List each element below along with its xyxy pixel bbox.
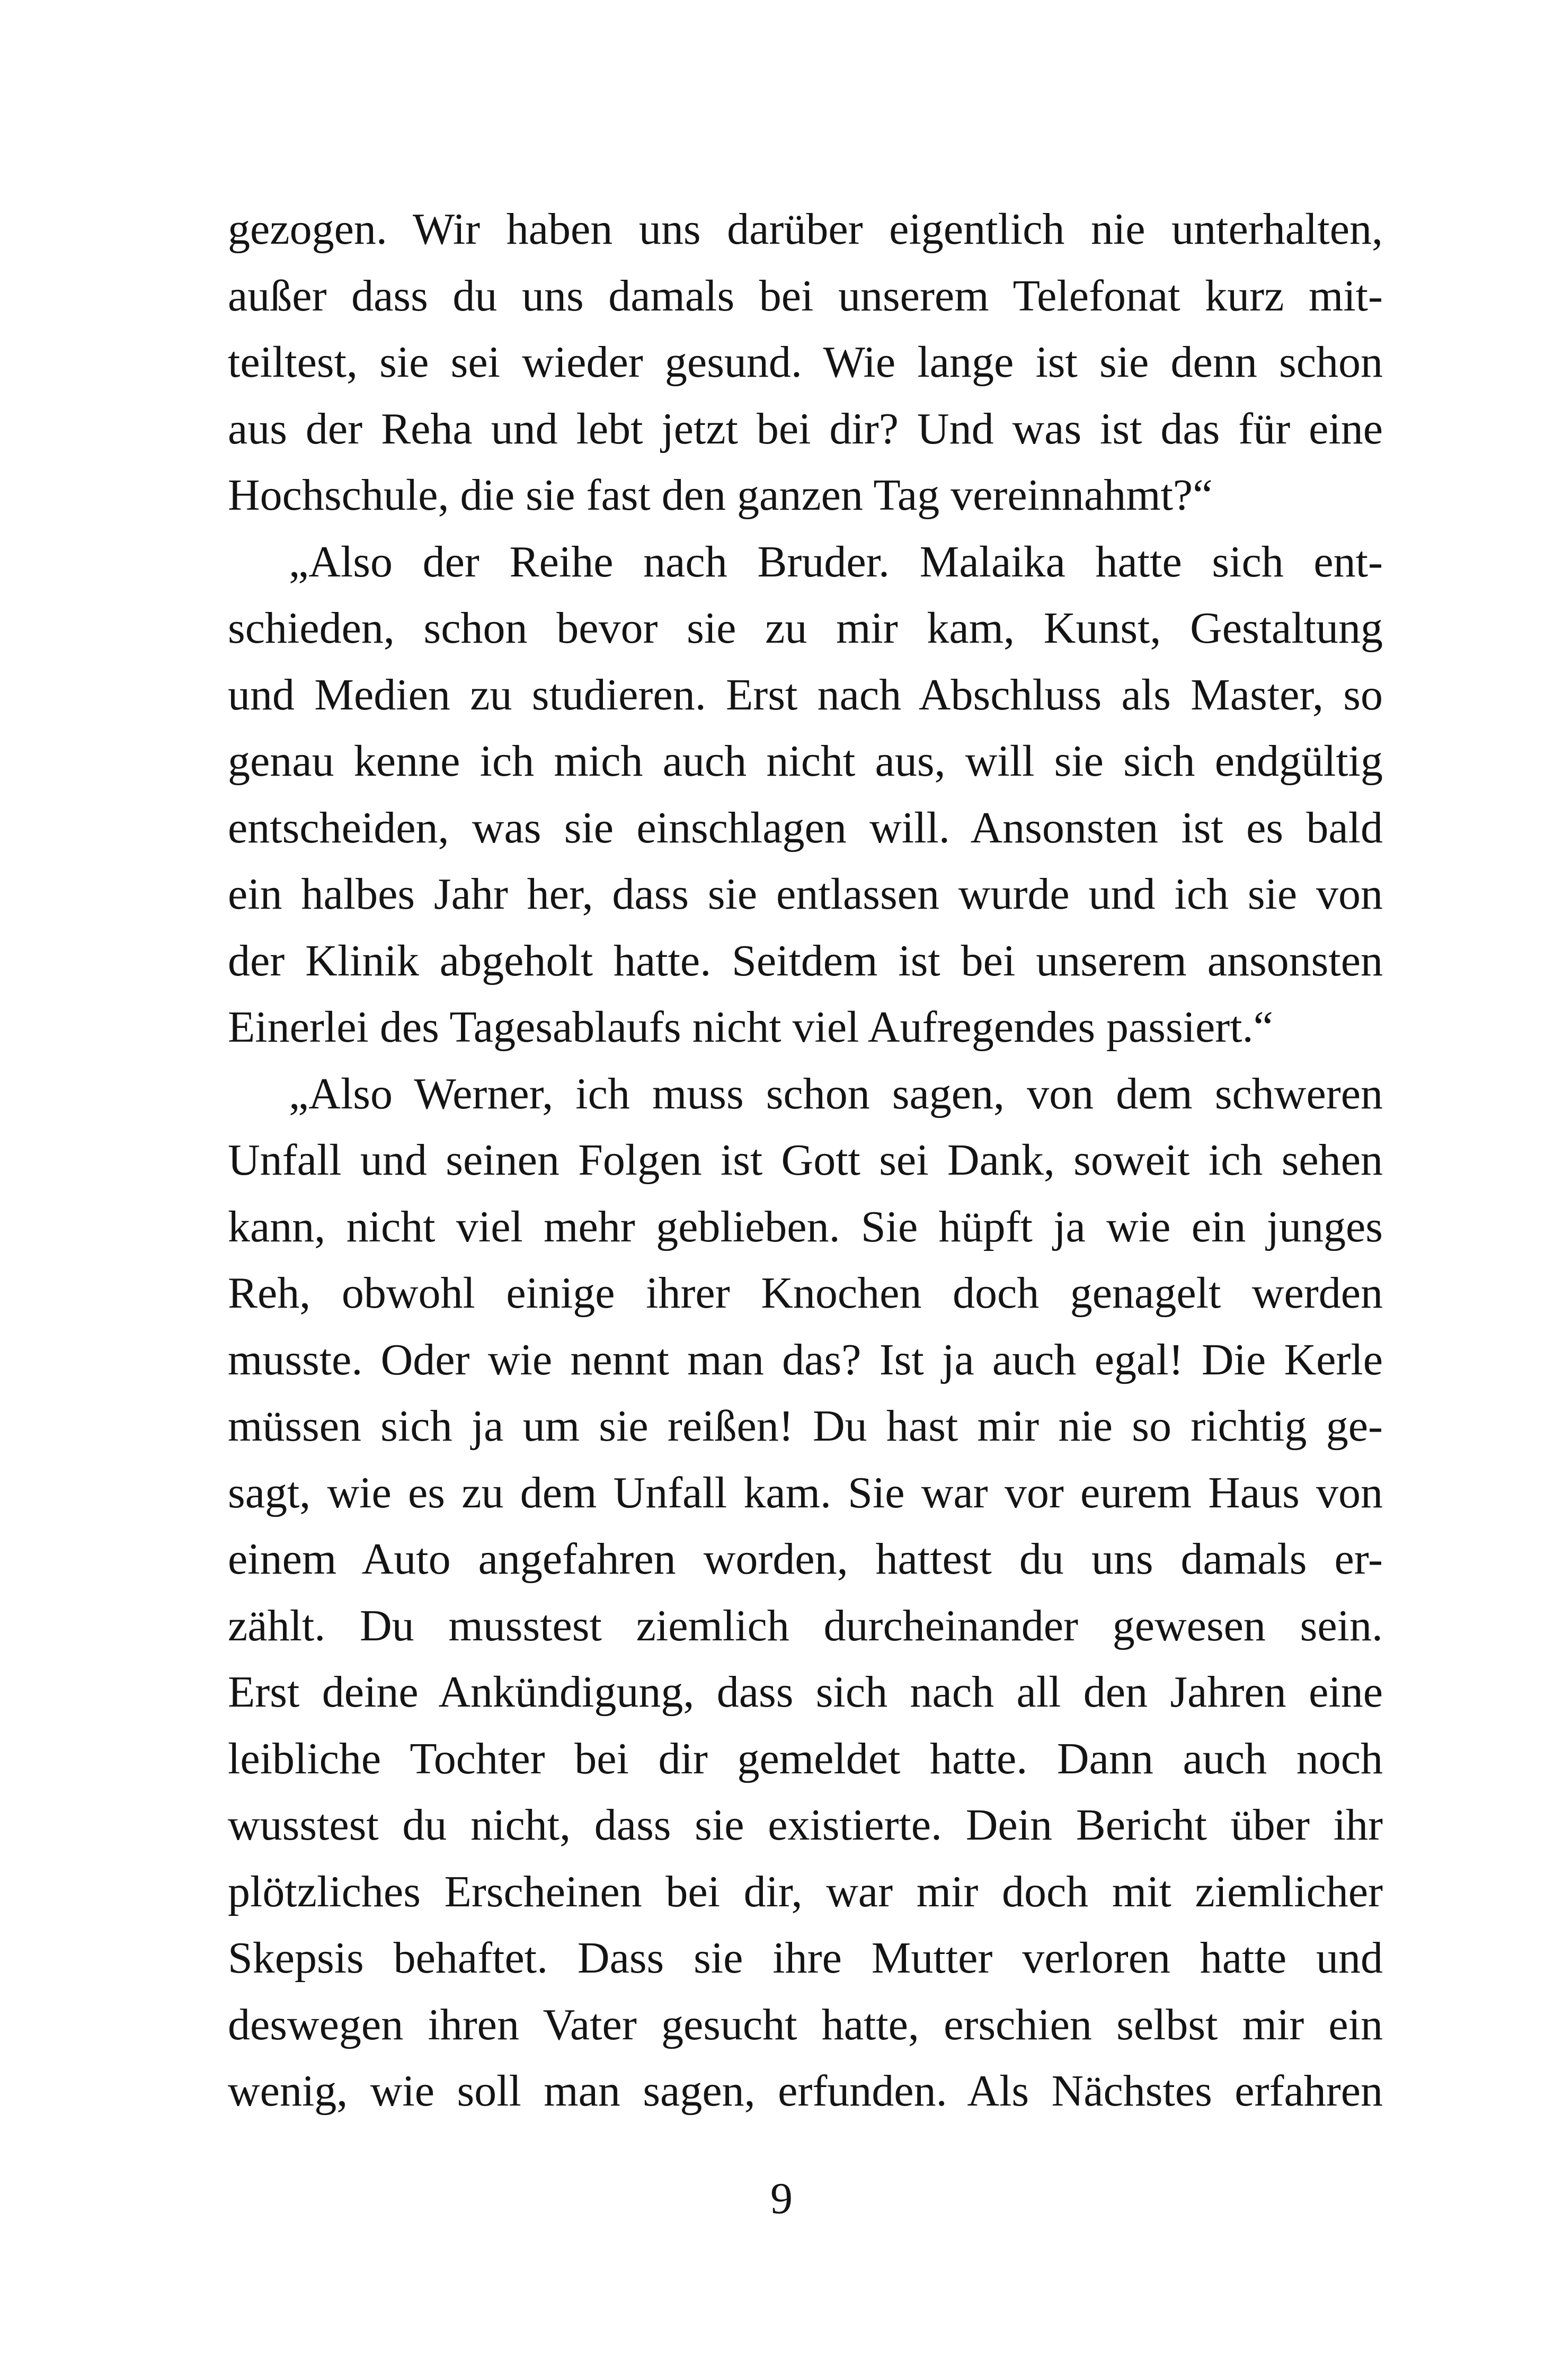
text-line: deswegen ihren Vater gesucht hatte, erschien selbst mir ein [228,2000,1383,2049]
text-line: Einerlei des Tagesablaufs nicht viel Aufregendes passiert.“ [228,1002,1273,1052]
text-line: ein halbes Jahr her, dass sie entlassen wurde und ich sie von [228,869,1383,919]
text-line: Unfall und seinen Folgen ist Gott sei Dank, soweit ich sehen [228,1135,1383,1185]
text-line: Hochschule, die sie fast den ganzen Tag vereinnahmt?“ [228,470,1213,520]
body-text [228,196,1383,2125]
page-number: 9 [770,2174,793,2223]
text-line: kann, nicht viel mehr geblieben. Sie hüpft ja wie ein junges [228,1202,1383,1251]
text-line: plötzliches Erscheinen bei dir, war mir doch mit ziemlicher [228,1867,1383,1916]
text-line: musste. Oder wie nennt man das? Ist ja auch egal! Die Kerle [228,1335,1383,1384]
text-line: und Medien zu studieren. Erst nach Abschluss als Master, so [228,670,1383,720]
text-line: Skepsis behaftet. Dass sie ihre Mutter verloren hatte und [228,1933,1383,1983]
text-line: der Klinik abgeholt hatte. Seitdem ist bei unserem ansonsten [228,936,1383,985]
text-line: müssen sich ja um sie reißen! Du hast mir nie so richtig ge- [228,1401,1383,1451]
text-line: sagt, wie es zu dem Unfall kam. Sie war vor eurem Haus von [228,1468,1383,1517]
text-line: teiltest, sie sei wieder gesund. Wie lange ist sie denn schon [228,338,1383,387]
text-line: gezogen. Wir haben uns darüber eigentlich nie unterhalten, [228,205,1383,254]
text-line: wenig, wie soll man sagen, erfunden. Als Nächstes erfahren [228,2066,1383,2116]
text-line: wusstest du nicht, dass sie existierte. Dein Bericht über ihr [228,1800,1383,1850]
text-line: Erst deine Ankündigung, dass sich nach all den Jahren eine [228,1667,1383,1717]
text-line: leibliche Tochter bei dir gemeldet hatte. Dann auch noch [228,1734,1383,1783]
text-line: aus der Reha und lebt jetzt bei dir? Und was ist das für eine [228,404,1383,454]
text-line: „Also der Reihe nach Bruder. Malaika hatte sich ent- [289,537,1383,587]
text-line: Reh, obwohl einige ihrer Knochen doch genagelt werden [228,1268,1383,1318]
text-line: genau kenne ich mich auch nicht aus, will sie sich endgültig [228,736,1383,786]
text-line: zählt. Du musstest ziemlich durcheinander gewesen sein. [228,1601,1383,1650]
text-line: außer dass du uns damals bei unserem Telefonat kurz mit- [228,271,1383,321]
text-line: einem Auto angefahren worden, hattest du uns damals er- [228,1534,1383,1584]
text-line: „Also Werner, ich muss schon sagen, von dem schweren [289,1069,1383,1118]
text-line: schieden, schon bevor sie zu mir kam, Kunst, Gestaltung [228,603,1383,653]
text-line: entscheiden, was sie einschlagen will. Ansonsten ist es bald [228,803,1383,852]
